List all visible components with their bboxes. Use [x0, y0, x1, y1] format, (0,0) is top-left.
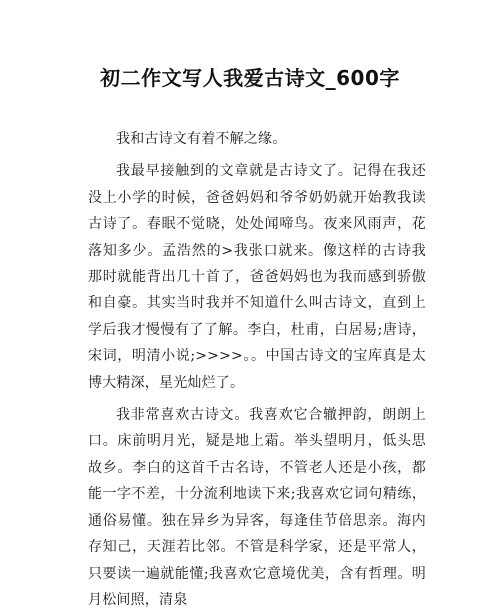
- paragraph-2: 我最早接触到的文章就是古诗文了。记得在我还没上小学的时候，爸爸妈妈和爷爷奶奶就开始教我读古诗了。春眠不觉晓，处处闻啼鸟。夜来风雨声，花落知多少。孟浩然的>我张口就来。像这样的古诗我那时就能背出几十首了，爸爸妈妈也为我而感到骄傲和自豪。其实当时我并不知道什么叫古诗文，直到上学后我才慢慢有了了解。李白，杜甫，白居易;唐诗，宋词，明清小说;>>>>。。中国古诗文的宝库真是太博大精深，星光灿烂了。: [88, 163, 426, 391]
- paragraph-1: 我和古诗文有着不解之缘。: [116, 131, 287, 147]
- document-title: 初二作文写人我爱古诗文_600字: [100, 66, 400, 90]
- document-body: [88, 126, 426, 613]
- paragraph-3: 我非常喜欢古诗文。我喜欢它合辙押韵，朗朗上口。床前明月光，疑是地上霜。举头望明月，低头思故乡。李白的这首千古名诗，不管老人还是小孩，都能一字不差，十分流利地读下来;我喜欢它词句精练，通俗易懂。独在异乡为异客，每逢佳节倍思亲。海内存知己，天涯若比邻。不管是科学家，还是平常人，只要读一遍就能懂;我喜欢它意境优美，含有哲理。明月松间照，清泉: [88, 407, 426, 608]
